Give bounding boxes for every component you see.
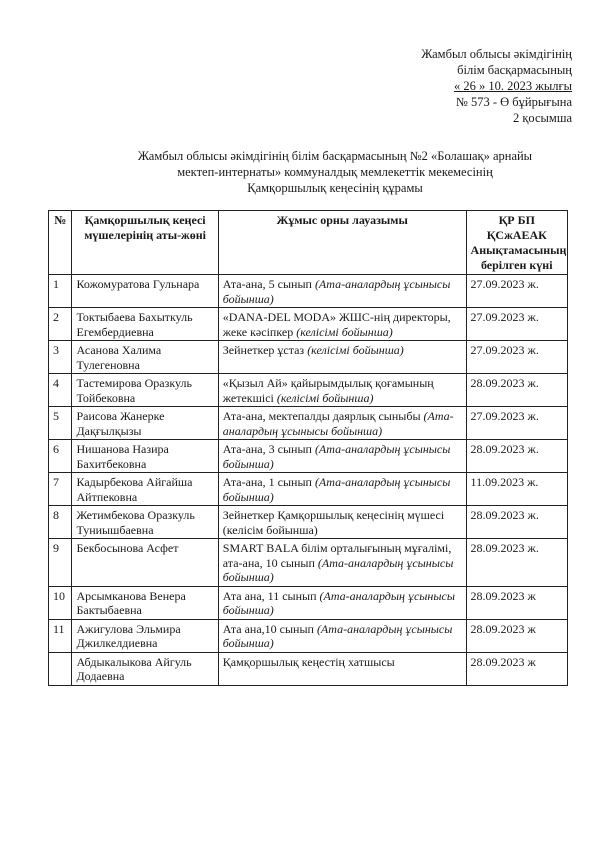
row-name: Асанова Халима Тулегеновна [72, 341, 218, 374]
table-body [49, 275, 568, 686]
header-date: ҚР БП ҚСжАЕАК Анықтамасының берілген күні [466, 211, 567, 275]
position-note: (келісімі бойынша) [307, 343, 404, 357]
title-line: Қамқоршылық кеңесінің құрамы [247, 181, 423, 195]
table-row [49, 506, 568, 539]
row-position [218, 506, 466, 539]
position-note: (келісімі бойынша) [296, 324, 393, 339]
row-position [218, 473, 466, 506]
row-position [218, 275, 466, 308]
secretary-row [49, 652, 568, 685]
row-date: 28.09.2023 ж [466, 586, 567, 619]
title-line: мектеп-интернаты» коммуналдық мемлекеттік мекемесінің [177, 165, 493, 179]
row-position [218, 407, 466, 440]
row-name: Кадырбекова Айгайша Айтпековна [72, 473, 218, 506]
row-date: 27.09.2023 ж. [466, 308, 567, 341]
row-name: Раисова Жанерке Дақғылқызы [72, 407, 218, 440]
position-note: (Ата-аналардың ұсынысы бойынша) [222, 409, 454, 438]
table-row [49, 374, 568, 407]
row-num: 6 [49, 440, 72, 473]
title-line: Жамбыл облысы әкімдігінің білім басқармасының №2 «Болашақ» арнайы [137, 149, 533, 163]
secretary-num [49, 652, 72, 685]
row-position [218, 539, 466, 587]
row-num: 11 [49, 619, 72, 652]
position-text: Ата-ана, 5 сынып [222, 277, 312, 291]
secretary-position: Қамқоршылық кеңестің хатшысы [218, 652, 466, 685]
table-header-row [49, 211, 568, 275]
position-text: Ата ана,10 сынып [222, 621, 314, 636]
table-row [49, 341, 568, 374]
row-date: 28.09.2023 ж [466, 619, 567, 652]
row-position [218, 341, 466, 374]
table-row [49, 440, 568, 473]
position-note: (Ата-аналардың ұсынысы бойынша) [222, 277, 451, 306]
position-note: (келісімі бойынша) [276, 390, 374, 405]
position-note: (Ата-аналардың ұсынысы бойынша) [222, 475, 451, 504]
row-date: 28.09.2023 ж. [466, 374, 567, 407]
row-name: Ажигулова Эльмира Джилкелдиевна [72, 619, 218, 652]
row-name: Токтыбаева Бахыткуль Егембердиевна [72, 308, 218, 341]
row-num: 9 [49, 539, 72, 587]
position-text: «Қызыл Ай» қайырымдылық қоғамының жетекшісі [222, 376, 434, 405]
table-row [49, 619, 568, 652]
position-text: Ата ана, 11 сынып [222, 588, 317, 603]
position-note: (Ата-аналардың ұсынысы бойынша) [222, 588, 455, 617]
row-num: 4 [49, 374, 72, 407]
header-line: Жамбыл облысы әкімдігінің [421, 47, 572, 61]
row-date: 27.09.2023 ж. [466, 341, 567, 374]
board-members-table [48, 210, 568, 686]
header-line: білім басқармасының [457, 63, 572, 77]
row-name: Тастемирова Оразкуль Тойбековна [72, 374, 218, 407]
row-name: Нишанова Назира Бахитбековна [72, 440, 218, 473]
row-date: 28.09.2023 ж. [466, 440, 567, 473]
position-text: Ата-ана, мектепалды даярлық сыныбы [222, 409, 421, 423]
document-title [70, 148, 600, 196]
table-row [49, 586, 568, 619]
position-text: SMART BALA білім орталығының мұғалімі, ата-ана, 10 сынып [222, 541, 452, 570]
table-row [49, 275, 568, 308]
position-text: Ата-ана, 3 сынып [222, 442, 312, 456]
table-row [49, 539, 568, 587]
row-position [218, 374, 466, 407]
position-note: (Ата-аналардың ұсынысы бойынша) [222, 555, 454, 584]
row-position [218, 440, 466, 473]
row-date: 28.09.2023 ж. [466, 506, 567, 539]
row-name: Бекбосынова Асфет [72, 539, 218, 587]
approval-header [421, 46, 572, 126]
row-name: Жетимбекова Оразкуль Туниышбаевна [72, 506, 218, 539]
header-position: Жұмыс орны лауазымы [218, 211, 466, 275]
table-row [49, 473, 568, 506]
position-text: Зейнеткер Қамқоршылық кеңесінің мүшесі (келісім бойынша) [222, 508, 445, 537]
row-num: 2 [49, 308, 72, 341]
row-position [218, 308, 466, 341]
position-text: «DANA-DEL MODA» ЖШС-нің директоры, жеке кәсіпкер [222, 310, 451, 339]
row-date: 11.09.2023 ж. [466, 473, 567, 506]
row-num: 1 [49, 275, 72, 308]
row-position [218, 586, 466, 619]
row-date: 27.09.2023 ж. [466, 407, 567, 440]
position-text: Зейнеткер ұстаз [222, 343, 305, 357]
row-position [218, 619, 466, 652]
header-name: Қамқоршылық кеңесі мүшелерінің аты-жөні [72, 211, 218, 275]
row-date: 28.09.2023 ж. [466, 539, 567, 587]
secretary-date: 28.09.2023 ж [466, 652, 567, 685]
header-order-number: № 573 - Ө бұйрығына [455, 95, 572, 109]
row-name: Арсымканова Венера Бактыбаевна [72, 586, 218, 619]
row-date: 27.09.2023 ж. [466, 275, 567, 308]
table-row [49, 407, 568, 440]
row-num: 8 [49, 506, 72, 539]
row-name: Кожомуратова Гульнара [72, 275, 218, 308]
secretary-name: Абдыкалыкова Айгуль Додаевна [72, 652, 218, 685]
header-num: № [49, 211, 72, 275]
position-note: (Ата-аналардың ұсынысы бойынша) [222, 442, 451, 471]
table-row [49, 308, 568, 341]
row-num: 3 [49, 341, 72, 374]
position-text: Ата-ана, 1 сынып [222, 475, 312, 489]
header-appendix: 2 қосымша [512, 111, 572, 125]
header-order-date: « 26 » 10. 2023 жылғы [453, 79, 572, 93]
row-num: 10 [49, 586, 72, 619]
position-note: (Ата-аналардың ұсынысы бойынша) [222, 621, 453, 650]
row-num: 7 [49, 473, 72, 506]
row-num: 5 [49, 407, 72, 440]
